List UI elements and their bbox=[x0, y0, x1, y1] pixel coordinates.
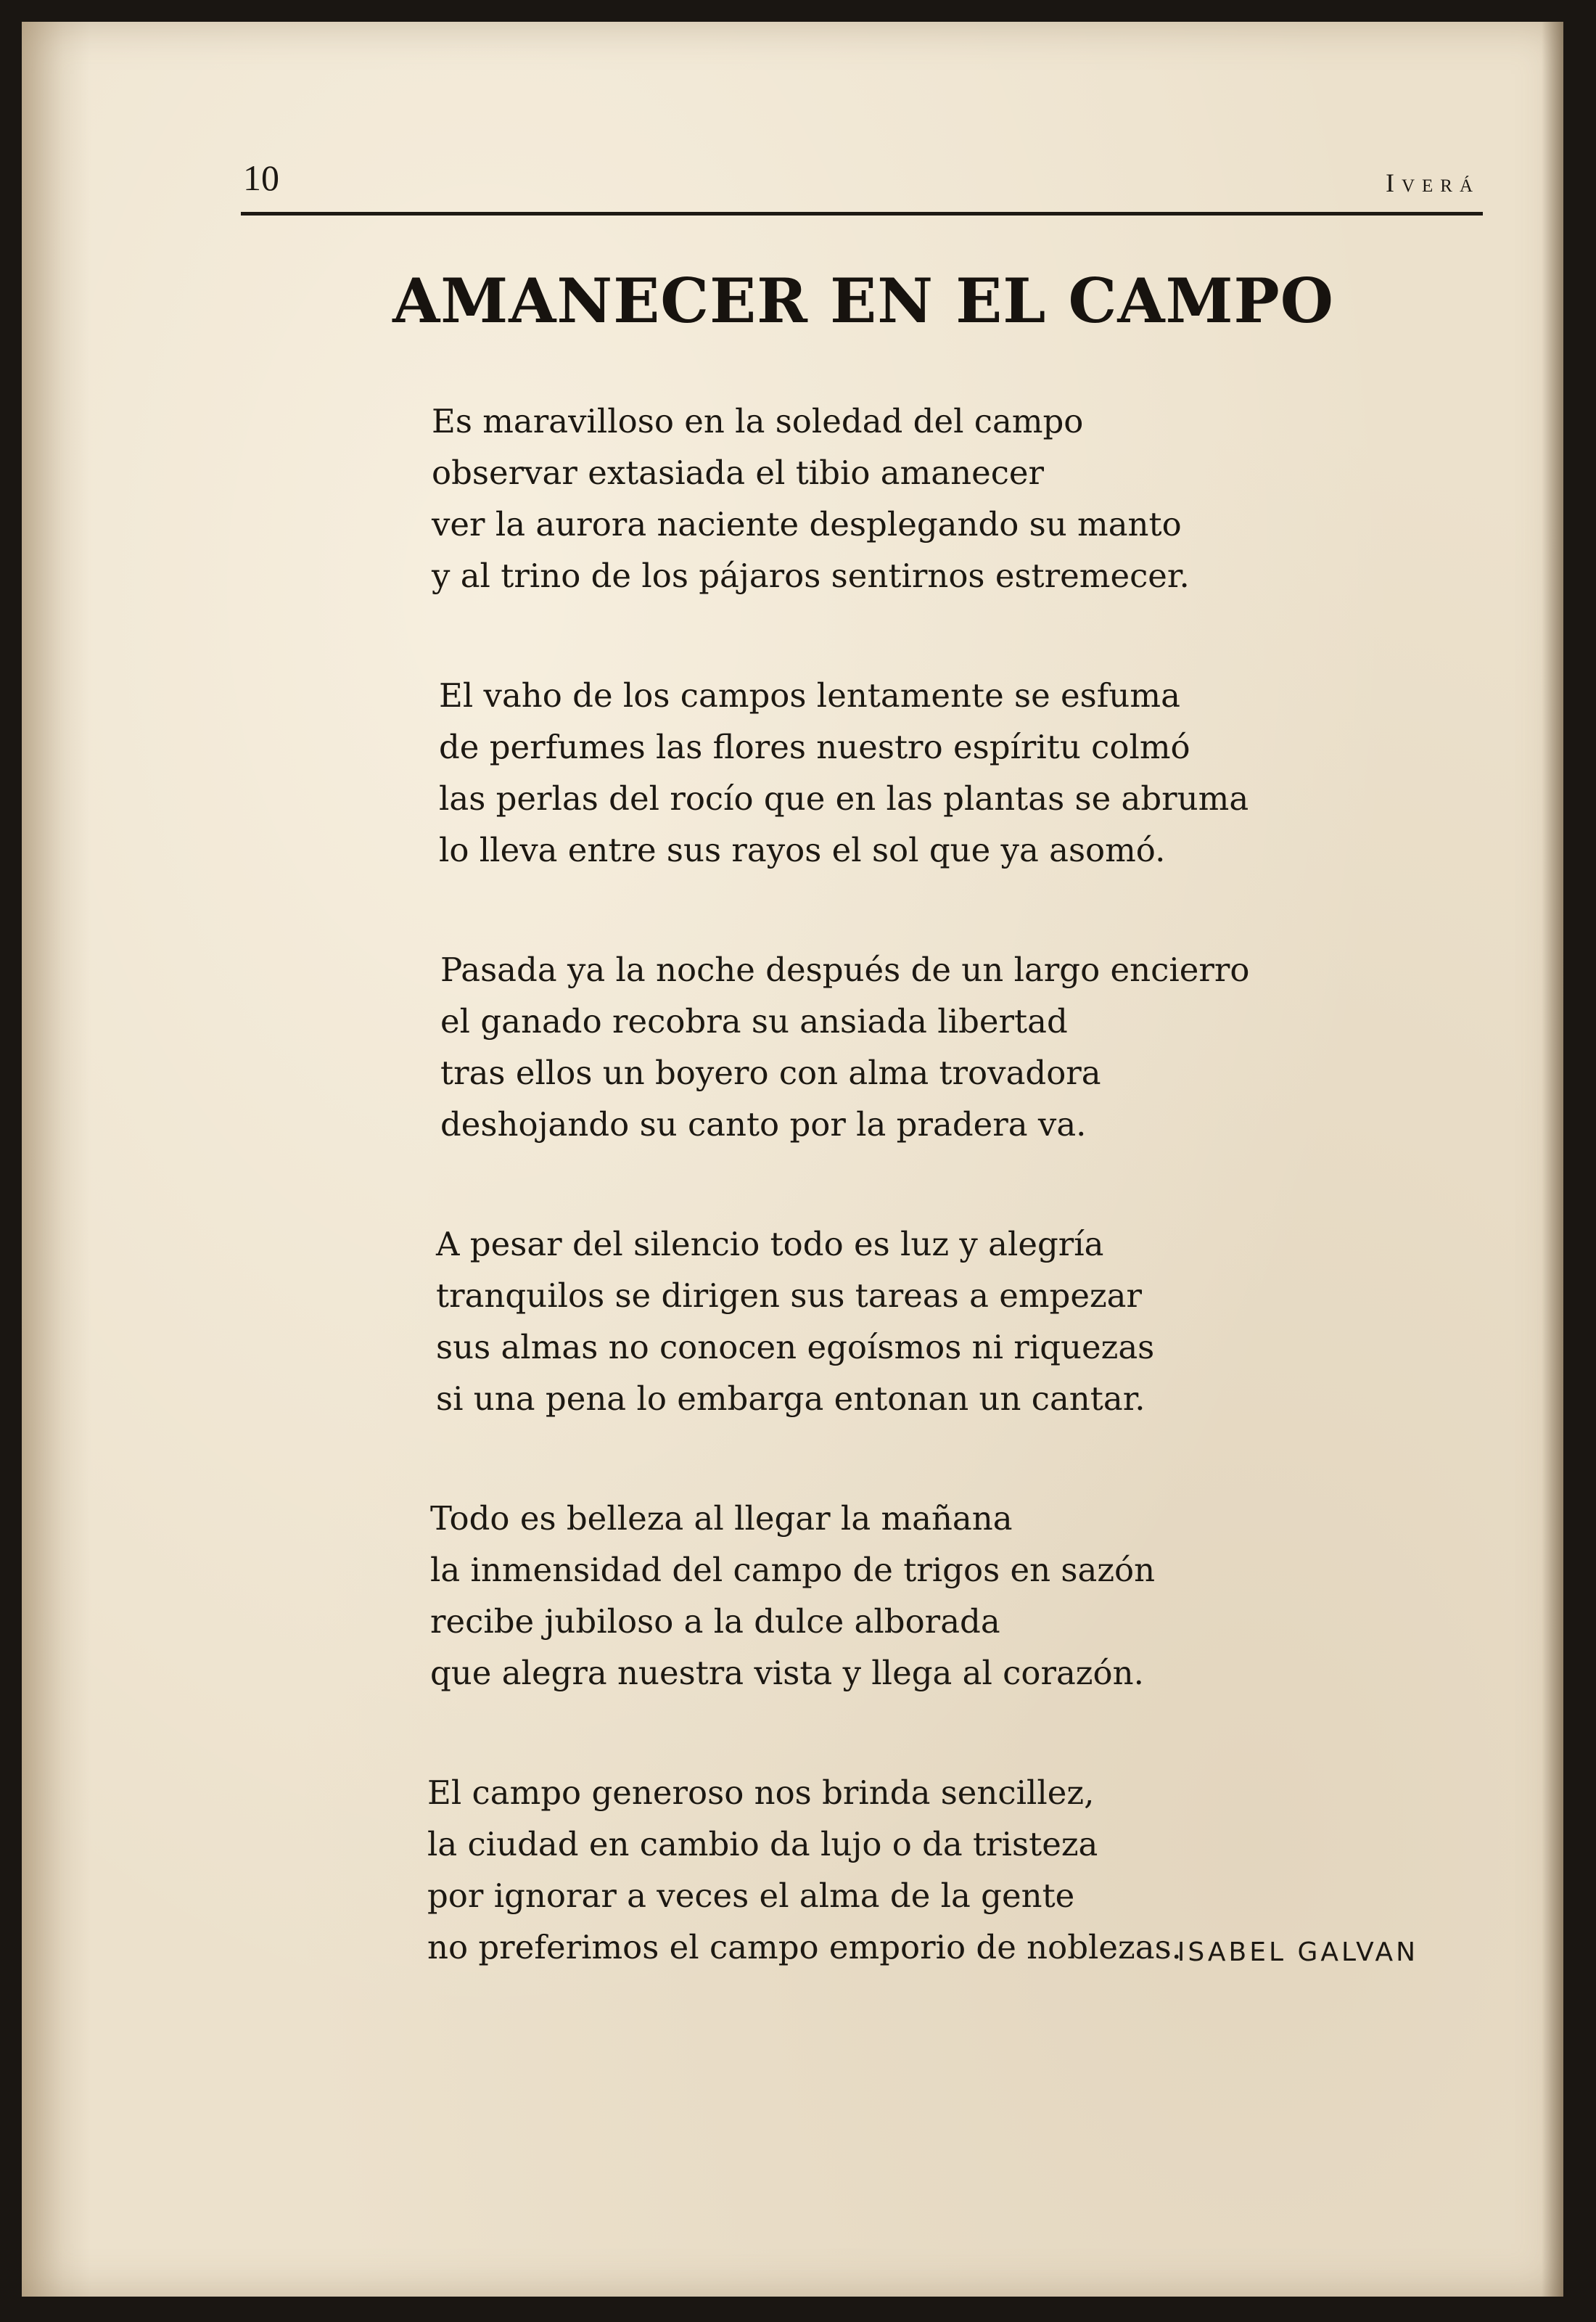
verse-line: la ciudad en cambio da lujo o da tristeza bbox=[427, 1825, 1098, 1863]
stanza bbox=[439, 670, 1375, 876]
stanza bbox=[430, 1493, 1375, 1699]
verse-line: no preferimos el campo emporio de noblezas. bbox=[427, 1928, 1182, 1966]
page-number: 10 bbox=[243, 157, 279, 198]
header-rule bbox=[241, 212, 1483, 216]
page-edge-shadow bbox=[1542, 22, 1563, 2297]
verse-line: Pasada ya la noche después de un largo encierro bbox=[440, 951, 1250, 989]
verse-line: deshojando su canto por la pradera va. bbox=[440, 1105, 1087, 1144]
verse-line: tras ellos un boyero con alma trovadora bbox=[440, 1054, 1101, 1092]
poem-title: AMANECER EN EL CAMPO bbox=[392, 265, 1334, 337]
page-header bbox=[243, 149, 1480, 214]
verse-line: Todo es belleza al llegar la mañana bbox=[430, 1499, 1013, 1538]
stanza bbox=[436, 1218, 1375, 1424]
verse-line: que alegra nuestra vista y llega al corazón. bbox=[430, 1654, 1144, 1692]
running-title: Iverá bbox=[1385, 168, 1480, 197]
verse-line: si una pena lo embarga entonan un cantar. bbox=[436, 1379, 1145, 1418]
verse-line: las perlas del rocío que en las plantas se abruma bbox=[439, 779, 1249, 818]
verse-line: observar extasiada el tibio amanecer bbox=[432, 454, 1045, 492]
verse-line: recibe jubiloso a la dulce alborada bbox=[430, 1602, 1000, 1641]
verse-line: sus almas no conocen egoísmos ni riquezas bbox=[436, 1328, 1155, 1366]
verse-line: la inmensidad del campo de trigos en sazón bbox=[430, 1551, 1156, 1589]
verse-line: El vaho de los campos lentamente se esfuma bbox=[439, 676, 1180, 715]
stanza bbox=[432, 395, 1375, 602]
verse-line: por ignorar a veces el alma de la gente bbox=[427, 1876, 1075, 1915]
verse-line: ver la aurora naciente desplegando su manto bbox=[432, 505, 1182, 543]
verse-line: el ganado recobra su ansiada libertad bbox=[440, 1002, 1068, 1041]
verse-line: El campo generoso nos brinda sencillez, bbox=[427, 1773, 1095, 1812]
page-spine-shadow bbox=[22, 22, 91, 2297]
verse-line: tranquilos se dirigen sus tareas a empezar bbox=[436, 1276, 1142, 1315]
verse-line: lo lleva entre sus rayos el sol que ya asomó. bbox=[439, 831, 1166, 869]
verse-line: A pesar del silencio todo es luz y alegría bbox=[436, 1225, 1104, 1263]
verse-line: y al trino de los pájaros sentirnos estremecer. bbox=[432, 557, 1190, 595]
poem-author: ISABEL GALVAN bbox=[1177, 1937, 1418, 1967]
stanza bbox=[440, 944, 1375, 1150]
verse-line: Es maravilloso en la soledad del campo bbox=[432, 402, 1084, 440]
verse-line: de perfumes las flores nuestro espíritu colmó bbox=[439, 728, 1190, 766]
poem-body bbox=[427, 395, 1375, 2041]
